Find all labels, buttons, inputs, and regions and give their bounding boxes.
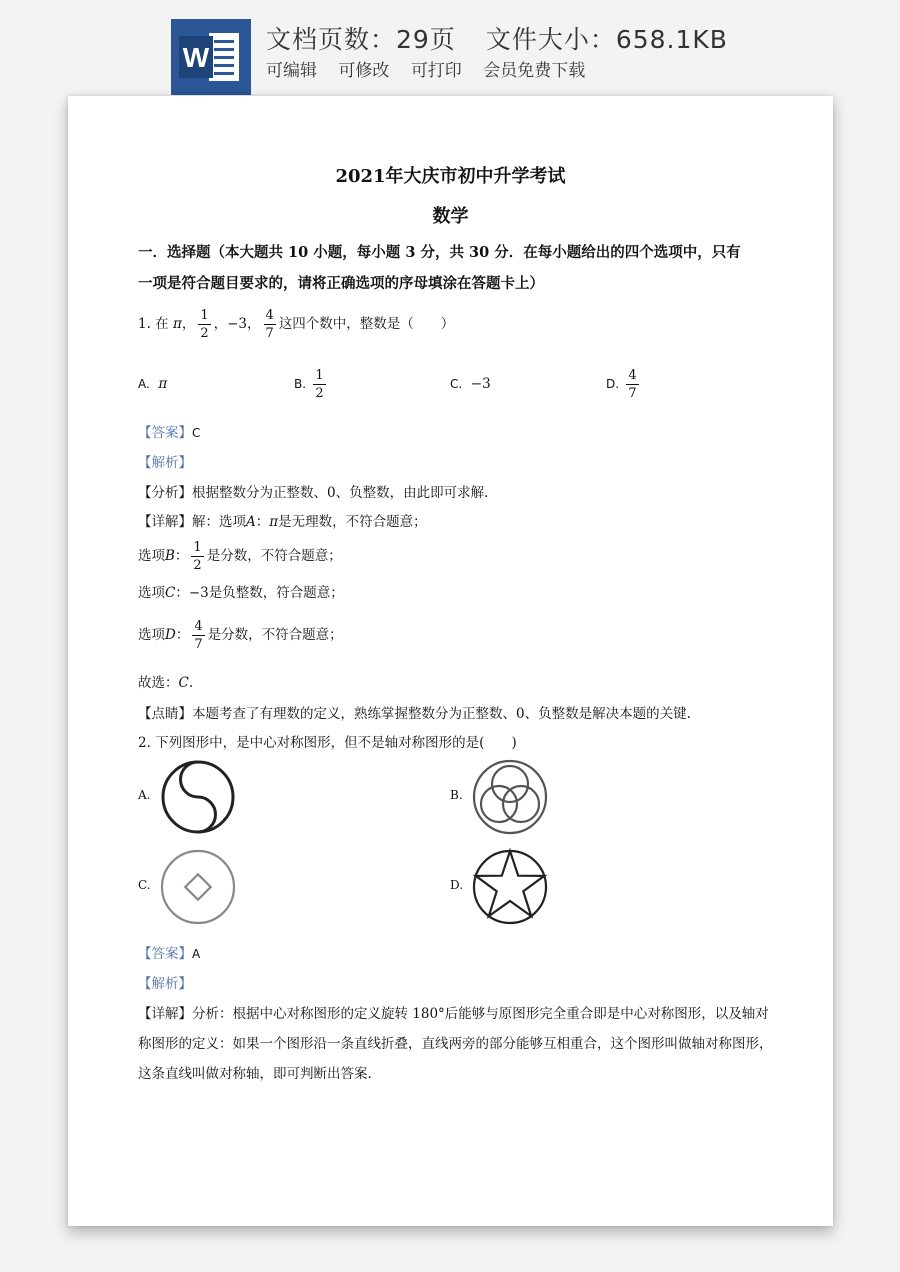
feature-member-download: 会员免费下载 xyxy=(483,61,586,81)
fraction-four-sevenths: $\frac{4}{7}$ xyxy=(265,308,274,341)
svg-text:W: W xyxy=(182,42,210,73)
subject-title: 数学 xyxy=(432,206,469,227)
coin-figure xyxy=(158,847,238,927)
q2-analysis-tag: 【解析】 xyxy=(138,976,192,992)
q2-option-b-label: B. xyxy=(450,788,463,802)
q1-detail-d: 选项D： $\frac{4}{7}$ 是分数，不符合题意； xyxy=(138,619,343,652)
section-instructions-line2: 一项是符合题目要求的，请将正确选项的序母填涂在答题卡上） xyxy=(138,275,544,292)
q1-option-b: B. $\frac{1}{2}$ xyxy=(294,368,324,401)
q2-option-a-label: A. xyxy=(138,788,151,802)
q2-answer: 【答案】A xyxy=(138,946,201,962)
q1-detail-c: 选项C：−3是负整数，符合题意； xyxy=(138,585,344,601)
q1-detail-a: 【详解】解：选项A：π是无理数，不符合题意； xyxy=(138,514,427,530)
q1-analysis-tag: 【解析】 xyxy=(138,455,192,471)
q1-answer: 【答案】C xyxy=(138,425,201,441)
taiji-figure xyxy=(158,757,238,837)
three-circles-figure xyxy=(470,757,550,837)
download-banner xyxy=(0,0,900,96)
q2-detail-line2: 称图形的定义：如果一个图形沿一条直线折叠，直线两旁的部分能够互相重合，这个图形叫做轴对称图形， xyxy=(138,1036,773,1052)
q2-detail-line1: 【详解】分析：根据中心对称图形的定义旋转 180°后能够与原图形完全重合即是中心对称图形，以及轴对 xyxy=(138,1006,769,1022)
feature-modifiable: 可修改 xyxy=(338,61,390,81)
section-instructions-line1: 一．选择题（本大题共 10 小题，每小题 3 分，共 30 分．在每小题给出的四个选项中，只有 xyxy=(138,244,741,261)
q1-option-d: D. $\frac{4}{7}$ xyxy=(606,368,637,401)
banner-features xyxy=(266,56,595,81)
feature-editable: 可编辑 xyxy=(266,61,317,81)
banner-file-info xyxy=(266,20,728,56)
q2-option-c-label: C. xyxy=(138,878,151,892)
fraction-one-half: $\frac{1}{2}$ xyxy=(200,308,209,341)
q1-fenxi: 【分析】根据整数分为正整数、0、负整数，由此即可求解. xyxy=(138,485,489,501)
page-count: 文档页数：29页 xyxy=(266,25,456,54)
document-page xyxy=(68,96,833,1226)
q1-dianjing: 【点睛】本题考查了有理数的定义，熟练掌握整数分为正整数、0、负整数是解决本题的关键. xyxy=(138,706,691,722)
q1-option-c: C. −3 xyxy=(450,376,491,392)
question-1-stem: 1. 在 π， $\frac{1}{2}$ ，−3， $\frac{4}{7}$ 这四个数中，整数是（ ） xyxy=(138,308,455,341)
q1-conclusion: 故选：C. xyxy=(138,675,194,691)
feature-printable: 可打印 xyxy=(410,61,462,81)
exam-title: 2021年大庆市初中升学考试 xyxy=(335,166,566,187)
q1-detail-b: 选项B： $\frac{1}{2}$ 是分数，不符合题意； xyxy=(138,540,342,573)
q2-option-d-label: D. xyxy=(450,878,464,892)
word-document-icon xyxy=(171,19,251,95)
file-size: 文件大小：658.1KB xyxy=(485,25,728,54)
question-2-stem: 2. 下列图形中，是中心对称图形，但不是轴对称图形的是( ) xyxy=(138,735,517,751)
q2-detail-line3: 这条直线叫做对称轴，即可判断出答案. xyxy=(138,1066,372,1082)
star-in-circle-figure xyxy=(470,847,550,927)
q1-option-a: A. π xyxy=(138,376,168,392)
